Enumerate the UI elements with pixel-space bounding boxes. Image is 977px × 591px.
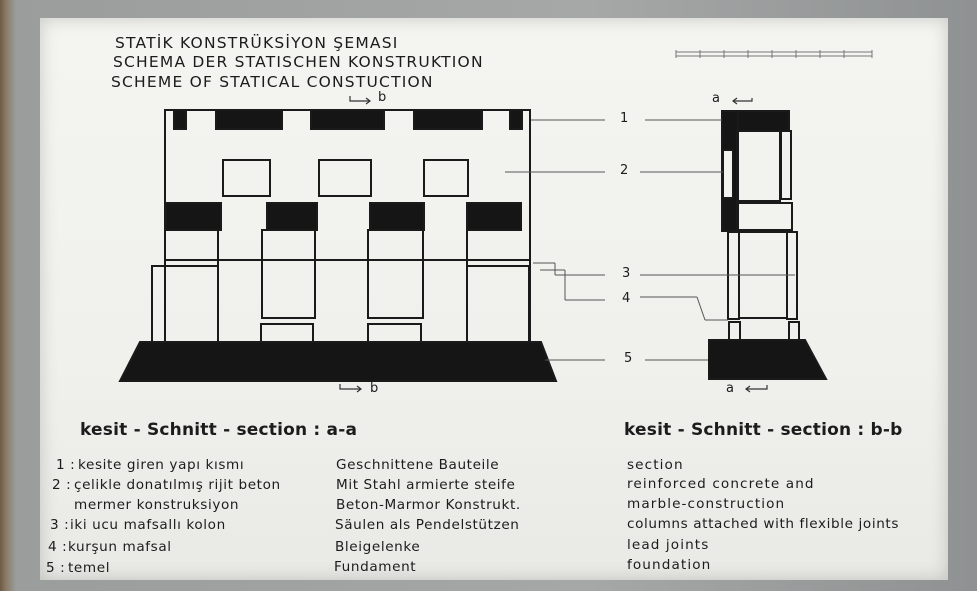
legend-turkish: iki ucu mafsallı kolon — [70, 517, 226, 533]
legend-german: Säulen als Pendelstützen — [335, 517, 520, 533]
section-aa-heading: kesit - Schnitt - section : a-a — [80, 420, 358, 440]
legend-german: Beton-Marmor Konstrukt. — [336, 497, 521, 513]
legend-turkish: çelikle donatılmış rijit beton — [74, 477, 281, 493]
callout-4: 4 — [622, 291, 631, 306]
marker-a-top: a — [712, 91, 720, 106]
callout-2: 2 — [620, 163, 629, 178]
legend-turkish: kurşun mafsal — [68, 539, 172, 555]
title-turkish: STATİK KONSTRÜKSİYON ŞEMASI — [115, 34, 399, 52]
legend-english: columns attached with flexible joints — [627, 516, 900, 532]
legend-number: 3 : — [50, 517, 70, 533]
legend-english: section — [627, 457, 684, 473]
marker-b-top: b — [378, 90, 387, 105]
legend-number: 2 : — [52, 477, 72, 493]
callout-1: 1 — [620, 111, 629, 126]
section-bb-drawing — [709, 111, 826, 379]
scale-bar — [676, 50, 872, 58]
legend-german: Bleigelenke — [335, 539, 421, 555]
legend-german: Fundament — [334, 559, 417, 575]
section-bb-heading: kesit - Schnitt - section : b-b — [624, 420, 903, 440]
legend-english: reinforced concrete and — [627, 476, 815, 492]
marker-b-bottom: b — [370, 381, 379, 396]
legend-number: 5 : — [46, 560, 66, 576]
legend-english: marble-construction — [627, 496, 786, 512]
callout-5: 5 — [624, 351, 633, 366]
title-german: SCHEMA DER STATISCHEN KONSTRUKTION — [113, 53, 484, 71]
legend-english: lead joints — [627, 537, 710, 553]
marker-a-bottom: a — [726, 381, 734, 396]
legend-turkish: mermer konstruksiyon — [74, 497, 240, 513]
legend-english: foundation — [627, 557, 712, 573]
legend-number: 1 : — [56, 457, 76, 473]
section-aa-drawing — [120, 110, 556, 381]
title-english: SCHEME OF STATICAL CONSTUCTION — [111, 73, 434, 91]
legend-number: 4 : — [48, 539, 68, 555]
legend-german: Mit Stahl armierte steife — [336, 477, 516, 493]
callout-3: 3 — [622, 266, 631, 281]
legend-turkish: temel — [68, 560, 111, 576]
callout-lines — [505, 120, 795, 360]
legend-turkish: kesite giren yapı kısmı — [78, 457, 245, 473]
legend-german: Geschnittene Bauteile — [336, 457, 500, 473]
